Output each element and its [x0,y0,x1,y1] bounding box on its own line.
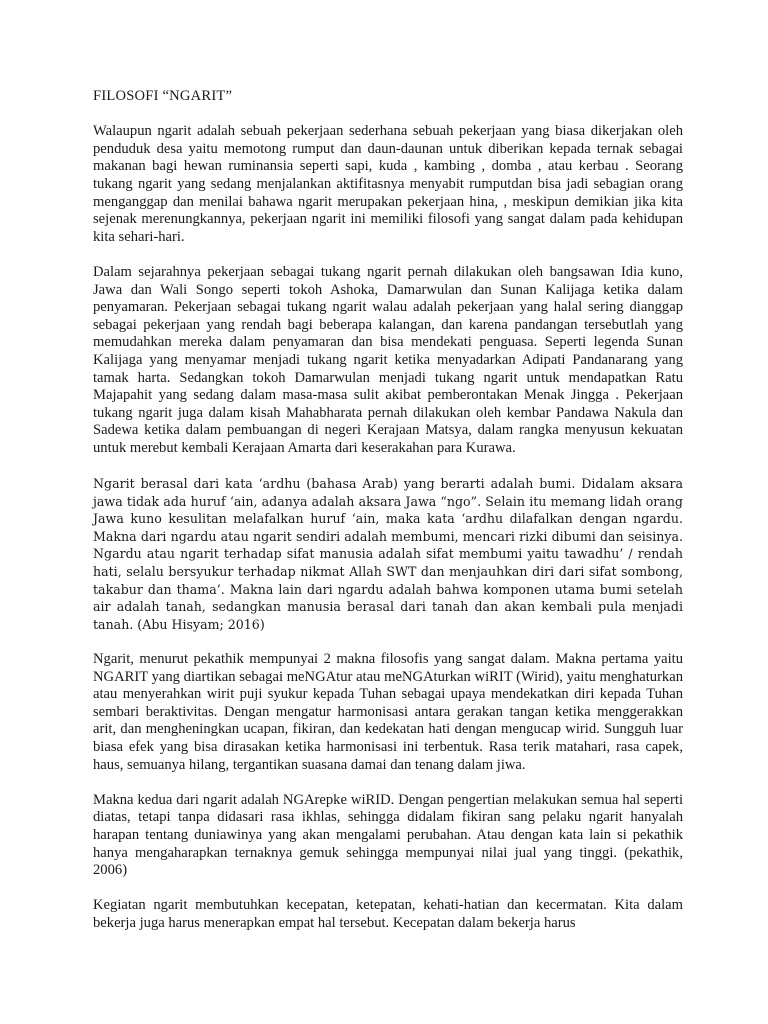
paragraph-etymology: Ngarit berasal dari kata ‘ardhu (bahasa Arab) yang berarti adalah bumi. Didalam aksara jawa tidak ada huruf ‘ain, adanya adalah aksara Jawa “ngo”. Selain itu memang lidah orang Jawa kuno kesulitan melafalkan huruf ‘ain, maka kata ‘ardhu dilafalkan dengan ngardu. Makna dari ngardu atau ngarit sendiri adalah membumi, mencari rizki dibumi dan seisinya. Ngardu atau ngarit terhadap sifat manusia adalah sifat membumi yaitu tawadhu’ / rendah hati, selalu bersyukur terhadap nikmat Allah SWT dan menjauhkan diri dari sifat sombong, takabur dan thama’. Makna lain dari ngardu adalah bahwa komponen utama bumi setelah air adalah tanah, sedangkan manusia berasal dari tanah dan akan kembali pula menjadi tanah. (Abu Hisyam; 2016) [93,476,683,632]
paragraph-first-meaning: Ngarit, menurut pekathik mempunyai 2 makna filosofis yang sangat dalam. Makna pertama yaitu NGARIT yang diartikan sebagai meNGAtur atau meNGAturkan wiRIT (Wirid), yaitu menghaturkan atau menyerahkan wirit puji syukur kepada Tuhan sebagai upaya mendekatkan diri kepada Tuhan sembari beraktivitas. Dengan mengatur harmonisasi antara gerakan tangan ketika menggerakkan arit, dan mengheningkan ucapan, fikiran, dan kedekatan hati dengan mengucap wirid. Sungguh luar biasa efek yang bisa dirasakan ketika harmonisasi ini terbentuk. Rasa terik matahari, rasa capek, haus, semuanya hilang, tergantikan suasana damai dan tenang dalam jiwa. [93,651,683,773]
paragraph-history: Dalam sejarahnya pekerjaan sebagai tukang ngarit pernah dilakukan oleh bangsawan Idia kuno, Jawa dan Wali Songo seperti tokoh Ashoka, Damarwulan dan Sunan Kalijaga ketika dalam penyamaran. Pekerjaan sebagai tukang ngarit walau adalah pekerjaan yang halal sering dianggap sebagai pekerjaan yang rendah bagi beberapa kalangan, dan karena pandangan tersebutlah yang memudahkan mereka dalam penyamaran dan bisa mendekati penguasa. Seperti legenda Sunan Kalijaga yang menyamar menjadi tukang ngarit ketika menyadarkan Adipati Pandanarang yang tamak harta. Sedangkan tokoh Damarwulan menjadi tukang ngarit untuk mendapatkan Ratu Majapahit yang sedang dalam masa-masa sulit akibat pemberontakan Menak Jingga . Pekerjaan tukang ngarit juga dalam kisah Mahabharata pernah dilakukan oleh kembar Pandawa Nakula dan Sadewa ketika dalam pembuangan di negeri Kerajaan Matsya, dalam rangka menyusun kekuatan untuk merebut kembali Kerajaan Amarta dari keserakahan para Kurawa. [93,263,683,456]
document-title: FILOSOFI “NGARIT” [93,88,233,104]
paragraph-second-meaning: Makna kedua dari ngarit adalah NGArepke wiRID. Dengan pengertian melakukan semua hal seperti diatas, tetapi tanpa didasari rasa ikhlas, sehingga didalam fikiran sang pelaku ngarit hanyalah harapan tentang duniawinya yang akan mengalami perubahan. Atau dengan kata lain si pekathik hanya mengaharapkan ternaknya gemuk sehingga mempunyai nilai jual yang tinggi. (pekathik, 2006) [93,791,683,879]
paragraph-intro: Walaupun ngarit adalah sebuah pekerjaan sederhana sebuah pekerjaan yang biasa dikerjakan oleh penduduk desa yaitu memotong rumput dan daun-daunan untuk diberikan kepada ternak sebagai makanan bagi hewan ruminansia seperti sapi, kuda , kambing , domba , atau kerbau . Seorang tukang ngarit yang sedang menjalankan aktifitasnya menyabit rumputdan bisa jadi sebagian orang menganggap dan menilai bahawa ngarit merupakan pekerjaan hina, , meskipun demikian jika kita sejenak merenungkannya, pekerjaan ngarit ini memiliki filosofi yang sangat dalam pada kehidupan kita sehari-hari. [93,123,683,245]
paragraph-activity: Kegiatan ngarit membutuhkan kecepatan, ketepatan, kehati-hatian dan kecermatan. Kita dalam bekerja juga harus menerapkan empat hal tersebut. Kecepatan dalam bekerja harus [93,897,683,931]
